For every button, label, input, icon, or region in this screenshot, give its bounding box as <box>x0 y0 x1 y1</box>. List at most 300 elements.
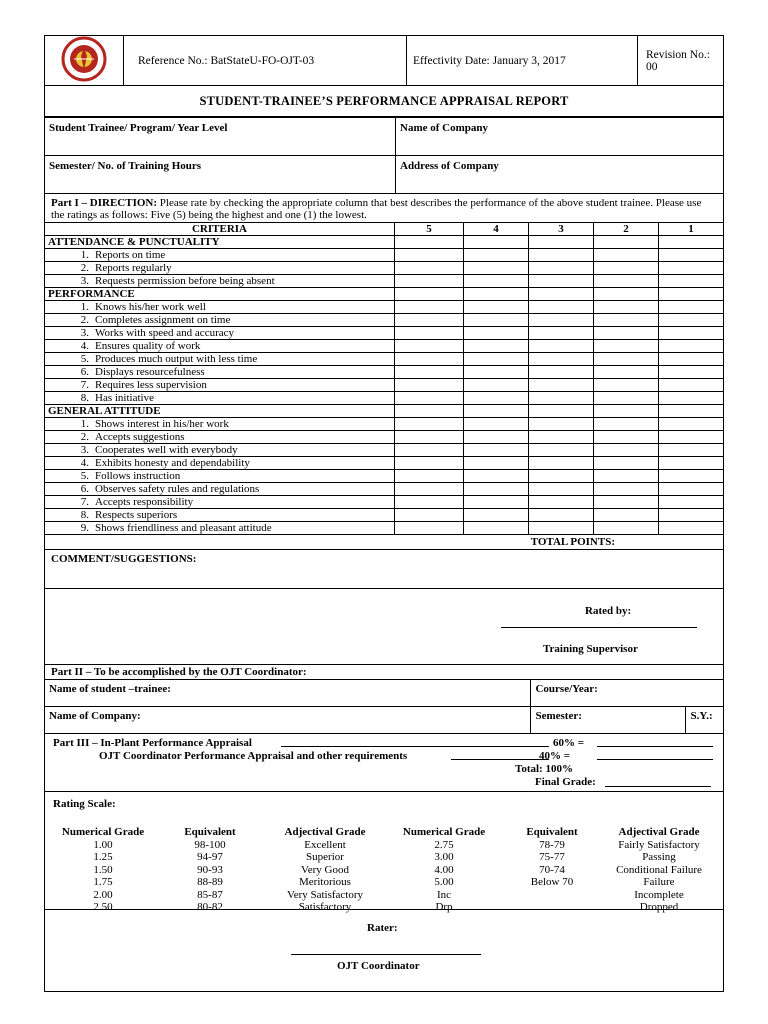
item-number: 5. <box>80 470 89 482</box>
rating-checkbox-cell[interactable] <box>594 483 659 496</box>
item-number: 2. <box>80 431 89 443</box>
rating-scale-block <box>44 792 724 913</box>
scale-cell: 2.75 <box>434 838 454 851</box>
part3-title-line <box>281 736 549 747</box>
rating-3-header: 3 <box>529 223 594 236</box>
item-label: Shows friendliness and pleasant attitude <box>95 522 272 534</box>
item-number: 1. <box>80 249 89 261</box>
rating-checkbox-cell[interactable] <box>464 340 529 353</box>
rating-checkbox-cell[interactable] <box>594 340 659 353</box>
criteria-item-row <box>45 340 724 353</box>
form-title: STUDENT-TRAINEE’S PERFORMANCE APPRAISAL REPORT <box>44 86 724 117</box>
item-label: Exhibits honesty and dependability <box>95 457 250 469</box>
criteria-item-row <box>45 418 724 431</box>
company-name-field[interactable]: Name of Company <box>396 118 724 156</box>
part2-title: Part II – To be accomplished by the OJT Coordinator: <box>44 665 724 679</box>
reference-number: Reference No.: BatStateU-FO-OJT-03 <box>124 36 407 86</box>
rating-checkbox-cell[interactable] <box>464 496 529 509</box>
rating-checkbox-cell[interactable] <box>659 275 724 288</box>
rating-checkbox-cell[interactable] <box>594 522 659 535</box>
rating-cell[interactable] <box>464 288 529 301</box>
rating-checkbox-cell[interactable] <box>529 275 594 288</box>
effectivity-date: Effectivity Date: January 3, 2017 <box>407 36 638 86</box>
item-label: Reports on time <box>95 249 166 261</box>
scale-cell: 98-100 <box>194 838 226 851</box>
scale-header: Numerical Grade <box>61 826 145 838</box>
criteria-item-row <box>45 275 724 288</box>
criteria-item <box>45 301 395 314</box>
rating-checkbox-cell[interactable] <box>529 314 594 327</box>
rating-checkbox-cell[interactable] <box>594 327 659 340</box>
scale-cell: 90-93 <box>197 863 223 876</box>
scale-cell: Passing <box>642 851 676 863</box>
rating-checkbox-cell[interactable] <box>395 327 464 340</box>
criteria-item-row <box>45 496 724 509</box>
scale-cell: Meritorious <box>299 876 351 888</box>
rating-checkbox-cell[interactable] <box>529 431 594 444</box>
scale-header: Adjectival Grade <box>618 826 700 838</box>
criteria-item-row <box>45 301 724 314</box>
scale-cell: Drp <box>435 901 453 913</box>
rating-checkbox-cell[interactable] <box>594 301 659 314</box>
criteria-item <box>45 314 395 327</box>
item-label: Has initiative <box>95 392 154 404</box>
section-title: ATTENDANCE & PUNCTUALITY <box>45 236 395 249</box>
scale-row <box>51 851 717 864</box>
rating-cell[interactable] <box>659 288 724 301</box>
item-number: 8. <box>80 392 89 404</box>
rating-checkbox-cell[interactable] <box>464 522 529 535</box>
rating-checkbox-cell[interactable] <box>464 483 529 496</box>
scale-cell: Inc <box>436 888 452 901</box>
rating-checkbox-cell[interactable] <box>659 496 724 509</box>
item-number: 3. <box>80 327 89 339</box>
scale-cell: 78-79 <box>539 838 565 851</box>
scale-row <box>51 839 717 852</box>
rating-checkbox-cell[interactable] <box>464 366 529 379</box>
item-label: Accepts suggestions <box>95 431 185 443</box>
rating-checkbox-cell[interactable] <box>659 379 724 392</box>
scale-cell: Failure <box>643 876 675 888</box>
training-supervisor-label: Training Supervisor <box>543 643 638 655</box>
rating-checkbox-cell[interactable] <box>464 444 529 457</box>
rating-checkbox-cell[interactable] <box>395 483 464 496</box>
item-number: 7. <box>80 496 89 508</box>
rating-checkbox-cell[interactable] <box>594 418 659 431</box>
rating-checkbox-cell[interactable] <box>395 509 464 522</box>
scale-cell: Dropped <box>639 901 679 913</box>
rating-checkbox-cell[interactable] <box>529 496 594 509</box>
criteria-section-row <box>45 236 724 249</box>
item-number: 3. <box>80 444 89 456</box>
item-number: 9. <box>80 522 89 534</box>
rating-checkbox-cell[interactable] <box>594 249 659 262</box>
rating-scale-title: Rating Scale: <box>53 798 116 810</box>
criteria-item-row <box>45 314 724 327</box>
criteria-item-row <box>45 366 724 379</box>
seal-icon <box>59 36 109 82</box>
total-points-label: TOTAL POINTS: <box>44 535 724 549</box>
criteria-item-row <box>45 457 724 470</box>
item-number: 4. <box>80 340 89 352</box>
item-label: Works with speed and accuracy <box>95 327 235 339</box>
criteria-item <box>45 249 395 262</box>
rating-checkbox-cell[interactable] <box>464 275 529 288</box>
criteria-item <box>45 496 395 509</box>
rating-checkbox-cell[interactable] <box>659 262 724 275</box>
part2-semester-field[interactable]: Semester: <box>531 707 686 734</box>
semester-hours-field[interactable]: Semester/ No. of Training Hours <box>45 156 396 194</box>
criteria-item <box>45 457 395 470</box>
section-title: PERFORMANCE <box>45 288 395 301</box>
rated-by-label: Rated by: <box>585 605 632 617</box>
rating-checkbox-cell[interactable] <box>529 457 594 470</box>
scale-cell: 2.00 <box>93 888 113 901</box>
rating-4-header: 4 <box>464 223 529 236</box>
criteria-header: CRITERIA <box>45 223 395 236</box>
direction-text <box>44 194 724 222</box>
rating-cell[interactable] <box>529 288 594 301</box>
scale-cell: 80-82 <box>197 901 223 913</box>
criteria-item <box>45 418 395 431</box>
criteria-item <box>45 522 395 535</box>
rating-checkbox-cell[interactable] <box>464 509 529 522</box>
rating-checkbox-cell[interactable] <box>594 431 659 444</box>
scale-cell: 1.75 <box>93 876 113 888</box>
item-number: 8. <box>80 509 89 521</box>
rating-checkbox-cell[interactable] <box>594 314 659 327</box>
rating-checkbox-cell[interactable] <box>659 366 724 379</box>
item-label: Respects superiors <box>95 509 178 521</box>
rating-checkbox-cell[interactable] <box>395 314 464 327</box>
item-label: Requests permission before being absent <box>95 275 275 287</box>
course-year-field[interactable]: Course/Year: <box>531 680 724 707</box>
part3-title: Part III – In-Plant Performance Appraisal <box>53 737 252 749</box>
criteria-item <box>45 366 395 379</box>
criteria-item <box>45 275 395 288</box>
scale-cell: Conditional Failure <box>616 863 702 876</box>
rating-checkbox-cell[interactable] <box>529 483 594 496</box>
rating-cell[interactable] <box>464 405 529 418</box>
scale-cell: Very Satisfactory <box>286 888 364 901</box>
rating-checkbox-cell[interactable] <box>659 353 724 366</box>
rating-checkbox-cell[interactable] <box>659 431 724 444</box>
rating-checkbox-cell[interactable] <box>464 249 529 262</box>
scale-header: Adjectival Grade <box>284 826 366 838</box>
pct60-field[interactable] <box>597 736 713 747</box>
rating-checkbox-cell[interactable] <box>464 301 529 314</box>
rating-checkbox-cell[interactable] <box>529 470 594 483</box>
rating-checkbox-cell[interactable] <box>659 301 724 314</box>
criteria-item <box>45 470 395 483</box>
item-number: 5. <box>80 353 89 365</box>
item-label: Reports regularly <box>95 262 172 274</box>
final-grade-label: Final Grade: <box>535 776 596 788</box>
item-label: Ensures quality of work <box>95 340 201 352</box>
criteria-item-row <box>45 509 724 522</box>
rating-checkbox-cell[interactable] <box>529 249 594 262</box>
rating-cell[interactable] <box>594 288 659 301</box>
criteria-item <box>45 262 395 275</box>
rating-checkbox-cell[interactable] <box>659 483 724 496</box>
criteria-item-row <box>45 431 724 444</box>
criteria-item <box>45 340 395 353</box>
rating-checkbox-cell[interactable] <box>395 353 464 366</box>
rating-checkbox-cell[interactable] <box>529 379 594 392</box>
rating-checkbox-cell[interactable] <box>529 509 594 522</box>
scale-header: Equivalent <box>526 826 578 838</box>
criteria-section-row <box>45 405 724 418</box>
criteria-item <box>45 379 395 392</box>
scale-cell: 70-74 <box>539 863 565 876</box>
rating-checkbox-cell[interactable] <box>395 275 464 288</box>
pct60-label: 60% = <box>553 737 585 749</box>
rated-by-block <box>44 589 724 665</box>
rating-checkbox-cell[interactable] <box>395 340 464 353</box>
criteria-item-row <box>45 249 724 262</box>
item-number: 6. <box>80 483 89 495</box>
supervisor-signature-line[interactable] <box>501 627 697 628</box>
rating-checkbox-cell[interactable] <box>594 444 659 457</box>
section-title: GENERAL ATTITUDE <box>45 405 395 418</box>
rating-checkbox-cell[interactable] <box>659 444 724 457</box>
rating-checkbox-cell[interactable] <box>464 314 529 327</box>
rating-checkbox-cell[interactable] <box>529 327 594 340</box>
rater-block <box>44 910 724 992</box>
scale-cell: Below 70 <box>530 876 574 888</box>
rating-checkbox-cell[interactable] <box>659 340 724 353</box>
rating-checkbox-cell[interactable] <box>464 418 529 431</box>
scale-cell: Incomplete <box>634 888 684 901</box>
scale-cell: 1.00 <box>93 838 113 851</box>
rating-checkbox-cell[interactable] <box>395 392 464 405</box>
rating-checkbox-cell[interactable] <box>395 431 464 444</box>
rating-checkbox-cell[interactable] <box>594 457 659 470</box>
rating-checkbox-cell[interactable] <box>659 327 724 340</box>
criteria-item-row <box>45 522 724 535</box>
criteria-item <box>45 509 395 522</box>
total-label: Total: 100% <box>515 763 573 775</box>
scale-cell: Very Good <box>301 863 349 876</box>
scale-cell: 3.00 <box>434 851 454 863</box>
item-number: 7. <box>80 379 89 391</box>
item-label: Observes safety rules and regulations <box>95 483 260 495</box>
rating-checkbox-cell[interactable] <box>594 509 659 522</box>
scale-cell: Superior <box>306 851 344 863</box>
rating-checkbox-cell[interactable] <box>594 262 659 275</box>
rating-checkbox-cell[interactable] <box>395 470 464 483</box>
scale-cell <box>503 889 601 902</box>
pct40-field[interactable] <box>597 749 713 760</box>
scale-cell: Satisfactory <box>298 901 352 913</box>
rating-checkbox-cell[interactable] <box>594 392 659 405</box>
scale-cell: 1.25 <box>93 851 113 863</box>
criteria-item <box>45 327 395 340</box>
item-number: 6. <box>80 366 89 378</box>
rating-checkbox-cell[interactable] <box>464 327 529 340</box>
rating-2-header: 2 <box>594 223 659 236</box>
rating-checkbox-cell[interactable] <box>464 457 529 470</box>
rating-cell[interactable] <box>529 405 594 418</box>
criteria-item-row <box>45 327 724 340</box>
rating-checkbox-cell[interactable] <box>395 262 464 275</box>
rating-checkbox-cell[interactable] <box>395 444 464 457</box>
scale-header: Equivalent <box>184 826 236 838</box>
rating-checkbox-cell[interactable] <box>464 379 529 392</box>
item-number: 2. <box>80 314 89 326</box>
scale-cell: 85-87 <box>197 888 223 901</box>
item-label: Cooperates well with everybody <box>95 444 238 456</box>
criteria-item <box>45 483 395 496</box>
rating-checkbox-cell[interactable] <box>395 457 464 470</box>
rating-checkbox-cell[interactable] <box>395 379 464 392</box>
appraisal-form <box>44 35 724 992</box>
item-number: 1. <box>80 301 89 313</box>
university-logo <box>45 36 124 86</box>
rating-checkbox-cell[interactable] <box>659 249 724 262</box>
coordinator-signature-line[interactable] <box>291 954 481 955</box>
rating-checkbox-cell[interactable] <box>594 366 659 379</box>
direction-body: Please rate by checking the appropriate column that best describes the performance of the above student trainee. Please use the ratings as follows: Five (5) being the highest and one (1) the lowest. <box>51 197 702 221</box>
scale-row <box>51 889 717 902</box>
trainee-info <box>44 117 724 194</box>
item-number: 4. <box>80 457 89 469</box>
criteria-item <box>45 431 395 444</box>
rating-checkbox-cell[interactable] <box>594 496 659 509</box>
rating-scale-table <box>51 826 717 914</box>
scale-cell: Fairly Satisfactory <box>618 838 700 851</box>
criteria-item-row <box>45 470 724 483</box>
direction-label: Part I – DIRECTION: <box>51 197 158 209</box>
company-address-field[interactable]: Address of Company <box>396 156 724 194</box>
rating-checkbox-cell[interactable] <box>594 275 659 288</box>
form-header <box>44 35 724 86</box>
item-label: Produces much output with less time <box>95 353 258 365</box>
rating-checkbox-cell[interactable] <box>529 353 594 366</box>
rating-checkbox-cell[interactable] <box>395 418 464 431</box>
rating-checkbox-cell[interactable] <box>659 457 724 470</box>
rating-checkbox-cell[interactable] <box>395 249 464 262</box>
comment-field[interactable]: COMMENT/SUGGESTIONS: <box>44 549 724 589</box>
revision-number: Revision No.: 00 <box>638 36 724 86</box>
scale-cell: 4.00 <box>434 863 454 876</box>
scale-cell: 2.50 <box>93 901 113 913</box>
scale-cell: 75-77 <box>539 851 565 863</box>
criteria-item <box>45 353 395 366</box>
rating-checkbox-cell[interactable] <box>464 431 529 444</box>
rating-checkbox-cell[interactable] <box>529 366 594 379</box>
rating-checkbox-cell[interactable] <box>464 353 529 366</box>
rating-checkbox-cell[interactable] <box>529 392 594 405</box>
rating-checkbox-cell[interactable] <box>659 418 724 431</box>
item-label: Follows instruction <box>95 470 181 482</box>
part2-table <box>44 679 724 734</box>
rating-checkbox-cell[interactable] <box>529 340 594 353</box>
rating-cell[interactable] <box>395 405 464 418</box>
item-label: Completes assignment on time <box>95 314 231 326</box>
rating-checkbox-cell[interactable] <box>464 262 529 275</box>
scale-cell: 5.00 <box>434 876 454 888</box>
rating-checkbox-cell[interactable] <box>594 353 659 366</box>
rater-label: Rater: <box>367 922 398 934</box>
scale-cell: Excellent <box>304 838 346 851</box>
rating-checkbox-cell[interactable] <box>529 418 594 431</box>
criteria-item-row <box>45 483 724 496</box>
part3-block <box>44 734 724 792</box>
scale-row <box>51 864 717 877</box>
criteria-item-row <box>45 444 724 457</box>
rating-checkbox-cell[interactable] <box>659 314 724 327</box>
trainee-program-field[interactable]: Student Trainee/ Program/ Year Level <box>45 118 396 156</box>
rating-checkbox-cell[interactable] <box>395 366 464 379</box>
criteria-item-row <box>45 392 724 405</box>
rating-1-header: 1 <box>659 223 724 236</box>
rating-checkbox-cell[interactable] <box>529 522 594 535</box>
scale-row <box>51 876 717 889</box>
rating-cell[interactable] <box>529 236 594 249</box>
rating-cell[interactable] <box>395 288 464 301</box>
item-label: Shows interest in his/her work <box>95 418 229 430</box>
item-number: 1. <box>80 418 89 430</box>
rating-cell[interactable] <box>594 236 659 249</box>
rating-cell[interactable] <box>594 405 659 418</box>
rating-checkbox-cell[interactable] <box>594 379 659 392</box>
school-year-field[interactable]: S.Y.: <box>686 707 724 734</box>
rating-checkbox-cell[interactable] <box>464 392 529 405</box>
rating-checkbox-cell[interactable] <box>529 301 594 314</box>
rating-checkbox-cell[interactable] <box>529 444 594 457</box>
ojt-coordinator-label: OJT Coordinator <box>337 960 420 972</box>
criteria-item-row <box>45 379 724 392</box>
rating-checkbox-cell[interactable] <box>659 509 724 522</box>
rating-checkbox-cell[interactable] <box>464 470 529 483</box>
criteria-section-row <box>45 288 724 301</box>
scale-cell: 1.50 <box>93 863 113 876</box>
part2-company-field[interactable]: Name of Company: <box>45 707 531 734</box>
rating-checkbox-cell[interactable] <box>529 262 594 275</box>
pct40-label: 40% = <box>539 750 571 762</box>
criteria-item <box>45 392 395 405</box>
scale-cell: 94-97 <box>197 851 223 863</box>
item-label: Displays resourcefulness <box>95 366 205 378</box>
rating-cell[interactable] <box>464 236 529 249</box>
rating-checkbox-cell[interactable] <box>395 522 464 535</box>
rating-checkbox-cell[interactable] <box>659 470 724 483</box>
rating-cell[interactable] <box>659 405 724 418</box>
item-label: Requires less supervision <box>95 379 207 391</box>
item-label: Knows his/her work well <box>95 301 206 313</box>
criteria-table <box>44 222 724 535</box>
rating-checkbox-cell[interactable] <box>659 392 724 405</box>
scale-cell: 88-89 <box>197 876 223 888</box>
item-number: 3. <box>80 275 89 287</box>
item-number: 2. <box>80 262 89 274</box>
criteria-item-row <box>45 353 724 366</box>
rating-checkbox-cell[interactable] <box>395 496 464 509</box>
part3-subtitle: OJT Coordinator Performance Appraisal and other requirements <box>99 750 408 762</box>
item-label: Accepts responsibility <box>95 496 194 508</box>
student-name-field[interactable]: Name of student –trainee: <box>45 680 531 707</box>
rating-checkbox-cell[interactable] <box>594 470 659 483</box>
part3-subtitle-line <box>451 749 549 760</box>
rating-cell[interactable] <box>659 236 724 249</box>
criteria-item <box>45 444 395 457</box>
criteria-item-row <box>45 262 724 275</box>
rating-cell[interactable] <box>395 236 464 249</box>
final-grade-field[interactable] <box>605 776 711 787</box>
rating-checkbox-cell[interactable] <box>395 301 464 314</box>
rating-checkbox-cell[interactable] <box>659 522 724 535</box>
